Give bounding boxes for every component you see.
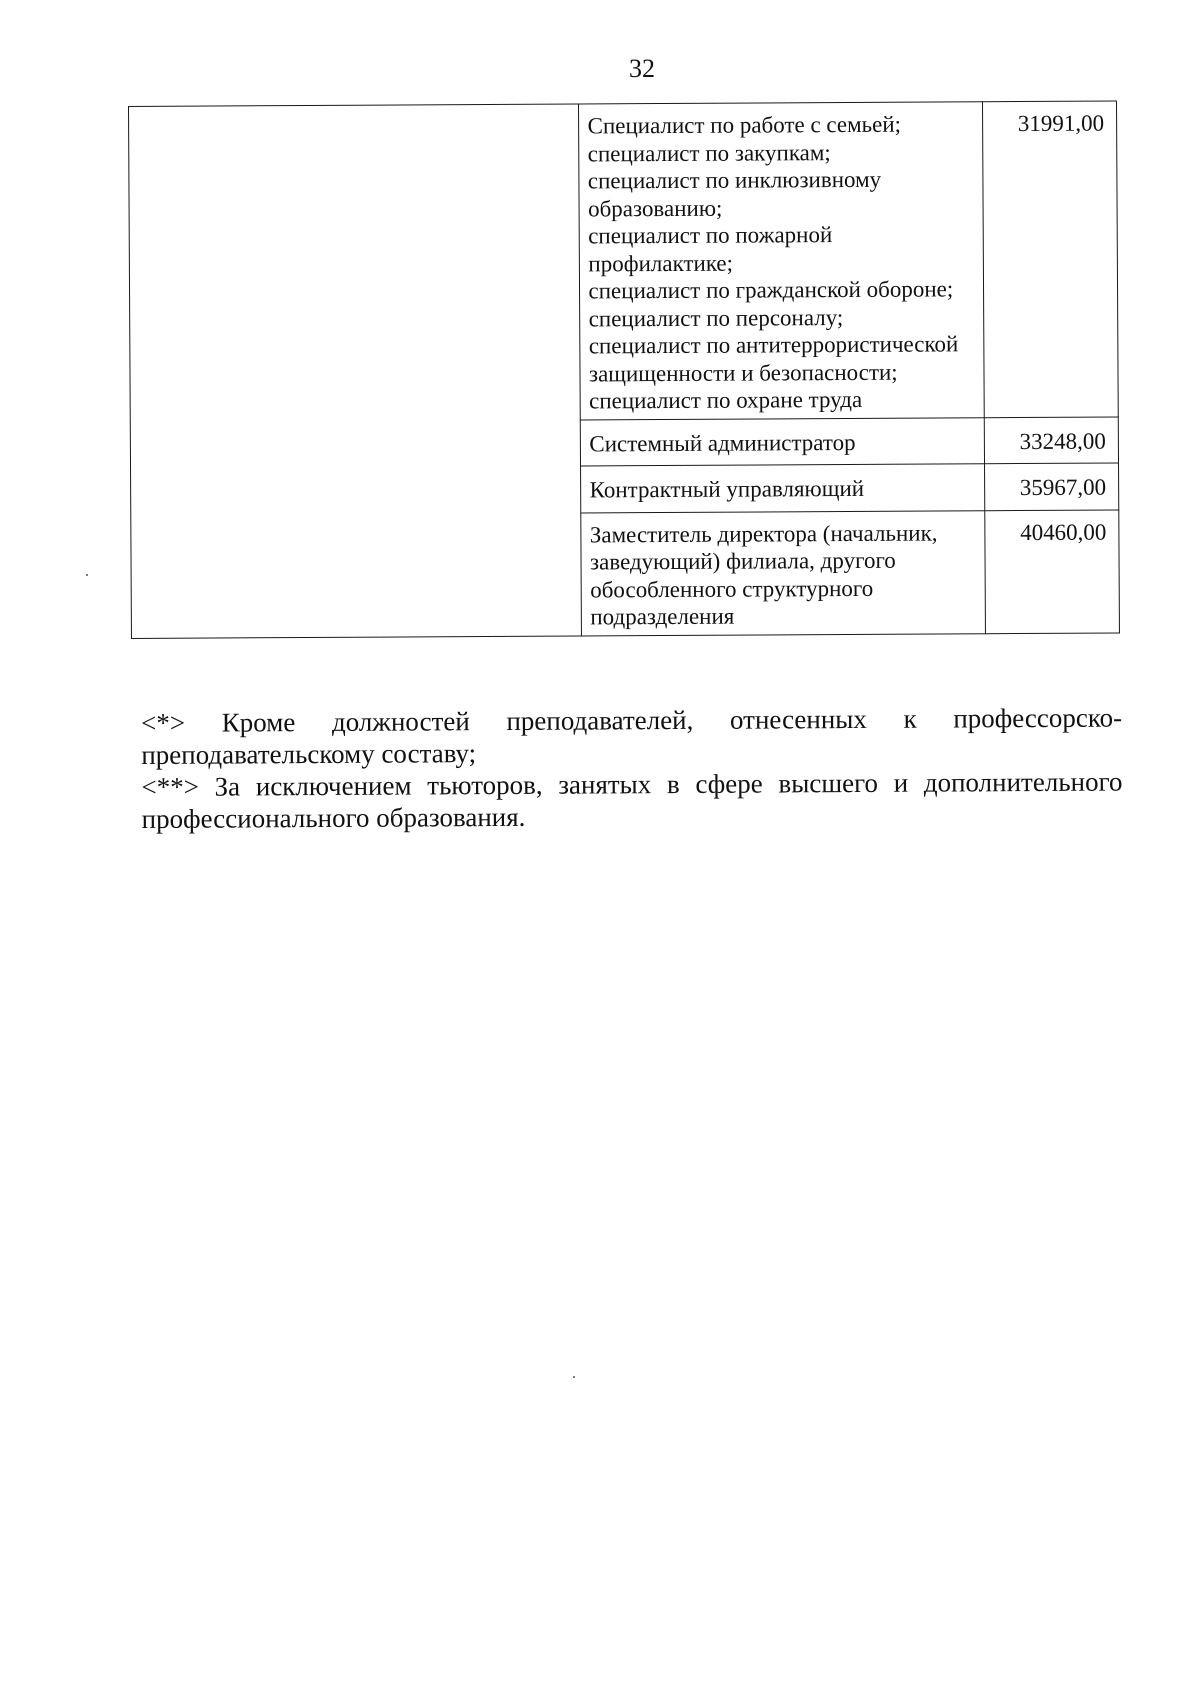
footnote-single-star: <*> Кроме должностей преподавателей, отнесенных к профессорско-преподавательскому составу; — [141, 702, 1123, 770]
page-number: 32 — [629, 54, 655, 83]
position-cell: Заместитель директора (начальник, заведующий) филиала, другого обособленного структурного подразделения — [581, 510, 985, 635]
footnote-double-star: <**> За исключением тьюторов, занятых в сфере высшего и дополнительного профессионального образования. — [141, 766, 1123, 834]
salary-cell: 31991,00 — [982, 101, 1118, 417]
scan-speck — [86, 574, 88, 576]
table-row — [129, 101, 1119, 422]
footnotes — [141, 702, 1123, 835]
position-cell: Специалист по работе с семьей; специалист по закупкам; специалист по инклюзивному образованию; специалист по пожарной профилактике; специалист по гражданской обороне; специалист по персоналу; специалист по антитеррористической защищенности и безопасности; специалист по охране труда — [579, 102, 984, 420]
salary-cell: 33248,00 — [984, 416, 1118, 463]
salary-cell: 35967,00 — [984, 463, 1118, 510]
position-group-cell — [129, 104, 582, 638]
scan-speck — [573, 1376, 575, 1378]
salary-table — [128, 100, 1120, 638]
position-cell: Системный администратор — [581, 417, 985, 466]
position-cell: Контрактный управляющий — [581, 464, 985, 513]
salary-cell: 40460,00 — [985, 509, 1120, 633]
